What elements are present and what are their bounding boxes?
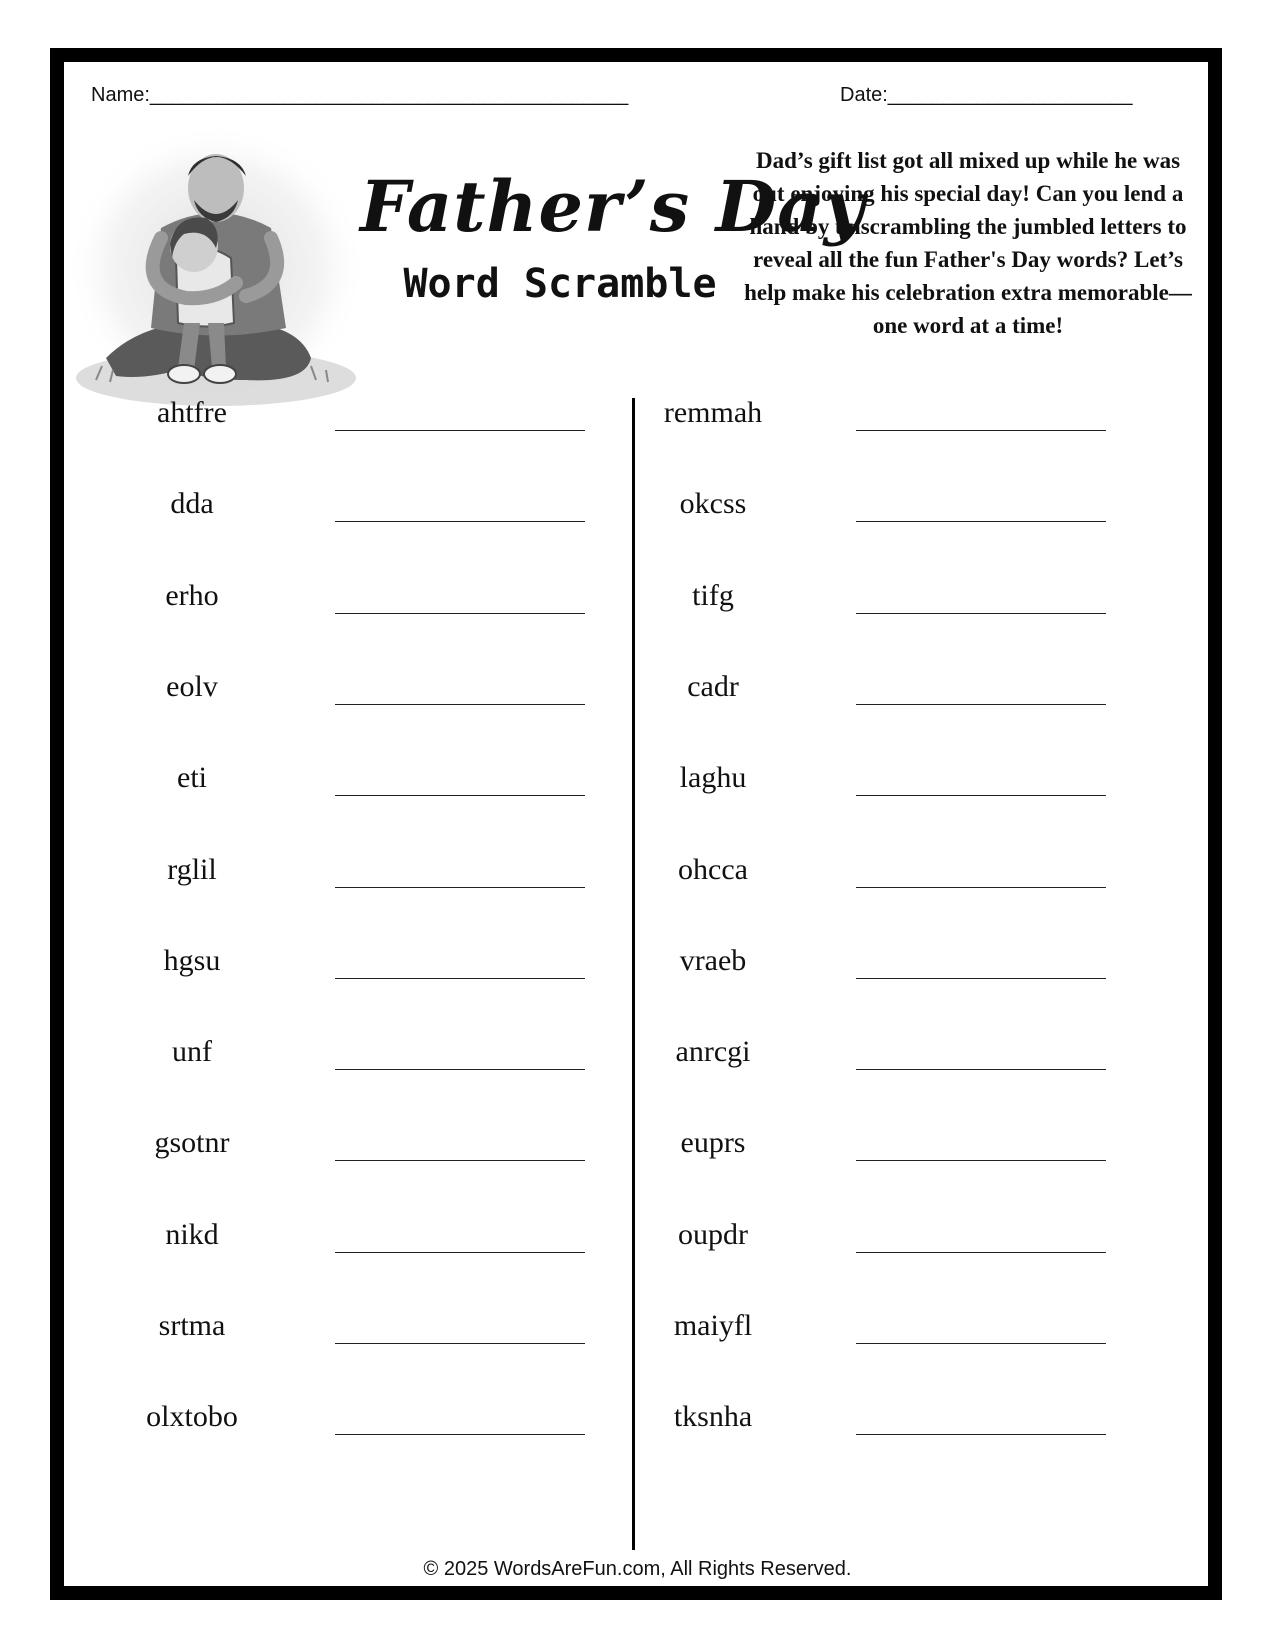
scramble-row-right — [0, 1218, 1275, 1278]
copyright-footer: © 2025 WordsAreFun.com, All Rights Reserved. — [423, 1558, 852, 1580]
scrambled-word: gsotnr — [154, 1126, 230, 1160]
answer-blank-line[interactable] — [856, 521, 1106, 522]
scrambled-word: ahtfre — [157, 396, 227, 429]
scrambled-word: anrcgi — [675, 1035, 751, 1069]
scrambled-word: euprs — [680, 1126, 746, 1160]
answer-blank-line[interactable] — [856, 430, 1106, 431]
scramble-row-right — [0, 761, 1275, 821]
answer-blank-line[interactable] — [856, 1434, 1106, 1435]
intro-paragraph: Dad’s gift list got all mixed up while he was out enjoying his special day! Can you lend a hand by unscrambling the jumbled letters to reveal all the fun Father's Day words? Let’s help make his celebration extra memorable—one word at a time! — [744, 148, 1192, 338]
scrambled-word: erho — [165, 578, 219, 612]
scrambled-word: cadr — [687, 669, 739, 703]
scrambled-word: unf — [172, 1035, 212, 1069]
scrambled-word: remmah — [663, 396, 763, 429]
answer-blank-line[interactable] — [856, 1069, 1106, 1070]
scrambled-word: oupdr — [678, 1217, 748, 1251]
answer-blank-line[interactable] — [856, 1252, 1106, 1253]
scrambled-word: hgsu — [163, 943, 221, 977]
scramble-row-right — [0, 853, 1275, 913]
scramble-row-right — [0, 487, 1275, 547]
father-daughter-illustration — [66, 118, 376, 428]
scrambled-word: nikd — [165, 1217, 219, 1251]
scrambled-word: tksnha — [673, 1400, 753, 1434]
answer-blank-line[interactable] — [856, 704, 1106, 705]
date-field-label: Date:______________________ — [840, 84, 1133, 106]
scrambled-word: rglil — [167, 852, 217, 886]
answer-blank-line[interactable] — [856, 613, 1106, 614]
scrambled-word: okcss — [679, 487, 747, 521]
scramble-row-right — [0, 670, 1275, 730]
scrambled-word: vraeb — [679, 943, 747, 977]
scramble-row-right — [0, 1126, 1275, 1186]
scramble-row-right — [0, 579, 1275, 639]
answer-blank-line[interactable] — [856, 887, 1106, 888]
answer-blank-line[interactable] — [856, 1160, 1106, 1161]
scrambled-word: ohcca — [678, 852, 748, 886]
name-field-label: Name:___________________________________________ — [91, 84, 629, 106]
title-subtitle: Word Scramble — [403, 261, 717, 307]
scramble-row-right — [0, 1400, 1275, 1460]
scrambled-word: olxtobo — [146, 1400, 238, 1434]
scramble-row-right — [0, 944, 1275, 1004]
answer-blank-line[interactable] — [856, 795, 1106, 796]
scramble-row-right — [0, 396, 1275, 456]
scramble-row-right — [0, 1309, 1275, 1369]
scrambled-word: eolv — [166, 669, 218, 703]
scramble-row-right — [0, 1035, 1275, 1095]
scrambled-word: srtma — [158, 1309, 226, 1342]
scrambled-word: eti — [177, 761, 207, 795]
answer-blank-line[interactable] — [856, 1343, 1106, 1344]
scrambled-word: maiyfl — [673, 1309, 753, 1342]
title-script: Father’s Day — [360, 165, 866, 248]
scrambled-word: dda — [170, 487, 214, 521]
answer-blank-line[interactable] — [856, 978, 1106, 979]
scrambled-word: tifg — [692, 578, 734, 612]
scrambled-word: laghu — [679, 761, 747, 795]
